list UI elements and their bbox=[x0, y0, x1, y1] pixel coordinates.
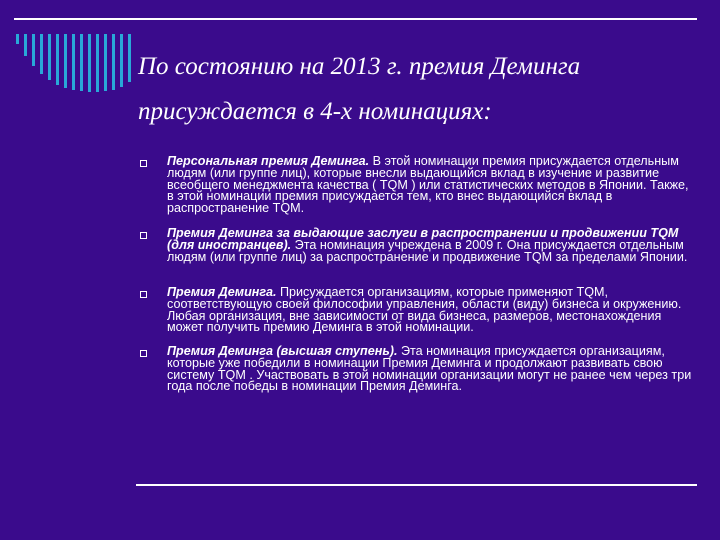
decorative-bar bbox=[32, 34, 35, 66]
nomination-text: Присуждается организациям, которые применяют TQM, соответствующую своей философии управления, области (виду) бизнеса и окружению. Любая организация, вне зависимости от вида бизнеса, размеров, местонахождения может получить премию Деминга в этой номинации. bbox=[167, 285, 682, 335]
decorative-bar bbox=[72, 34, 75, 90]
decorative-bar bbox=[112, 34, 115, 90]
nomination-list bbox=[140, 156, 695, 393]
decorative-bar bbox=[56, 34, 59, 85]
list-item bbox=[140, 346, 695, 393]
square-bullet-icon bbox=[140, 350, 147, 357]
decorative-bar bbox=[88, 34, 91, 92]
list-item bbox=[140, 287, 695, 346]
slide-title: По состоянию на 2013 г. премия Деминга присуждается в 4-х номинациях: bbox=[138, 53, 581, 125]
bottom-divider bbox=[136, 484, 697, 486]
nomination-name: Персональная премия Деминга. bbox=[167, 154, 370, 168]
decorative-bar bbox=[80, 34, 83, 91]
list-item bbox=[140, 156, 695, 228]
nomination-name: Премия Деминга за выдающие заслуги в распространении и продвижении TQM (для иностранцев). bbox=[167, 226, 679, 252]
nomination-text: В этой номинации премия присуждается отдельным людям (или группе лиц), которые внесли выдающийся вклад в изучение и развитие всеобщего менеджмента качества ( TQM ) или статистических методов в Японии. Также, в этой номинации премия присуждается тем, кто внес выдающийся вклад в распространение TQM. bbox=[167, 154, 689, 216]
list-item bbox=[140, 228, 695, 287]
nomination-text: Эта номинация учреждена в 2009 г. Она присуждается отдельным людям (или группе лиц) за распространение и продвижение TQM за пределами Японии. bbox=[167, 237, 688, 264]
decorative-bars bbox=[16, 34, 146, 94]
square-bullet-icon bbox=[140, 232, 147, 239]
decorative-bar bbox=[48, 34, 51, 80]
decorative-bar bbox=[96, 34, 99, 92]
decorative-bar bbox=[64, 34, 67, 88]
decorative-bar bbox=[40, 34, 43, 74]
decorative-bar bbox=[128, 34, 131, 82]
nomination-text: Эта номинация присуждается организациям, которые уже победили в номинации Премия Деминга и продолжают развивать свою систему TQM . Участвовать в этой номинации организации могут не ранее чем через три года после победы в номинации Премия Деминга. bbox=[167, 344, 692, 394]
top-divider bbox=[14, 18, 697, 20]
square-bullet-icon bbox=[140, 291, 147, 298]
decorative-bar bbox=[24, 34, 27, 56]
decorative-bar bbox=[16, 34, 19, 44]
square-bullet-icon bbox=[140, 160, 147, 167]
decorative-bar bbox=[104, 34, 107, 91]
decorative-bar bbox=[120, 34, 123, 87]
nomination-name: Премия Деминга (высшая ступень). bbox=[167, 344, 398, 358]
nomination-name: Премия Деминга. bbox=[167, 285, 277, 299]
